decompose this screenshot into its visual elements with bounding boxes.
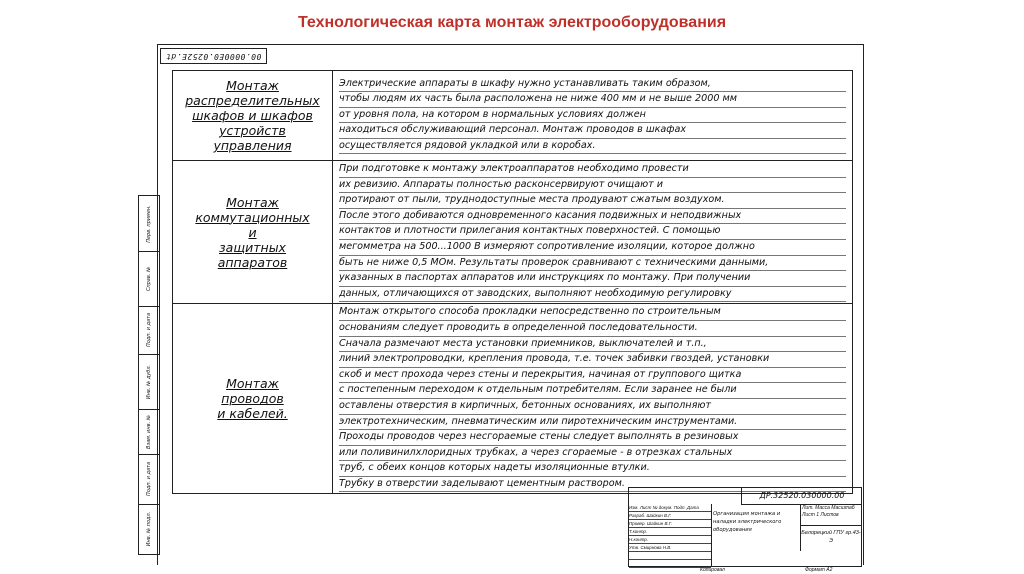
text-line: указанных в паспортах аппаратов или инструкциях по монтажу. При получении <box>339 271 846 287</box>
row-caption <box>173 304 333 494</box>
caption-line: Монтаж <box>226 194 279 210</box>
stamp-signature-grid <box>629 504 712 566</box>
stamp-grid-row <box>629 552 711 560</box>
side-cell <box>139 454 159 505</box>
text-line: После этого добиваются одновременного касания подвижных и неподвижных <box>339 209 846 225</box>
stamp-grid-row: Изм. Лист № докум. Подп. Дата <box>629 504 711 512</box>
row-caption <box>173 71 333 161</box>
format-label: Формат А2 <box>805 567 833 573</box>
text-line: их ревизию. Аппараты полностью расконсервируют очищают и <box>339 178 846 194</box>
stamp-document-name: Организация монтажа и наладки электрического оборудования <box>711 504 801 551</box>
stamp-letter-mass-scale <box>801 504 861 526</box>
caption-line: устройств <box>219 123 286 138</box>
text-line: Сначала размечают места установки приемников, выключателей и т.п., <box>339 337 846 353</box>
text-line: чтобы людям их часть была расположена не ниже 400 мм и не выше 2000 мм <box>339 92 846 108</box>
caption-line: коммутационных <box>195 209 310 225</box>
side-label: Инв. № дубл. <box>146 364 152 399</box>
text-line: данных, отличающихся от заводских, выполняют необходимую регулировку <box>339 287 846 303</box>
text-line: быть не ниже 0,5 МОм. Результаты проверок сравнивают с техническими данными, <box>339 256 846 272</box>
stamp-document-code: ДР.32520.030000.00 <box>741 488 862 505</box>
caption-line: распределительных <box>185 93 320 108</box>
text-line: осуществляется рядовой укладкой или в коробах. <box>339 139 846 155</box>
stamp-sheet-label: Лист 1 Листов <box>802 512 839 518</box>
stamp-grid-row <box>629 560 711 568</box>
side-label: Инв. № подл. <box>146 511 152 546</box>
caption-line: управления <box>213 138 292 153</box>
stamp-grid-row: Разраб. Шайкин В.Г. <box>629 512 711 520</box>
text-line: При подготовке к монтажу электроаппаратов необходимо провести <box>339 162 846 178</box>
title-block-stamp <box>628 487 862 567</box>
row-caption <box>173 161 333 304</box>
stamp-organization: Белорецкий ГПУ гр.43-Э <box>801 530 861 544</box>
side-label: Взам. инв. № <box>146 414 152 449</box>
text-line: линий электропроводки, крепления провода, т.е. точек забивки гвоздей, установки <box>339 352 846 368</box>
text-line: с постепенным переходом к отдельным потребителям. Если заранее не были <box>339 383 846 399</box>
text-line: контактов и плотности прилегания контактных поверхностей. С помощью <box>339 224 846 240</box>
document-code-box: 00.0000Е0.0252Е.dt <box>160 48 267 64</box>
table-row <box>173 304 853 494</box>
text-line: Трубку в отверстии заделывают цементным раствором. <box>339 477 846 493</box>
caption-line: Монтаж <box>226 78 279 93</box>
text-line: протирают от пыли, труднодоступные места продувают сжатым воздухом. <box>339 193 846 209</box>
side-cell <box>139 251 159 307</box>
side-cell <box>139 196 159 252</box>
row-description <box>333 71 853 161</box>
text-line: находиться обслуживающий персонал. Монтаж проводов в шкафах <box>339 123 846 139</box>
table-row <box>173 71 853 161</box>
caption-line: проводов <box>221 391 284 407</box>
table-row <box>173 161 853 304</box>
text-line: Проходы проводов через несгораемые стены следует выполнять в резиновых <box>339 430 846 446</box>
caption-line: и <box>248 224 257 240</box>
slide-title: Технологическая карта монтаж электрооборудования <box>297 14 727 31</box>
stamp-grid-row: Провер. Шайкин В.Г. <box>629 520 711 528</box>
text-line: мегомметра на 500...1000 В измеряют сопротивление изоляции, которое должно <box>339 240 846 256</box>
copied-label: Копировал <box>700 567 725 573</box>
caption-line: аппаратов <box>217 254 288 270</box>
side-label: Подп. и дата <box>146 461 152 497</box>
side-label: Справ. № <box>146 266 152 291</box>
text-line: труб, с обеих концов которых надеты изоляционные втулки. <box>339 461 846 477</box>
stamp-grid-row: Утв. Смирнова Н.В. <box>629 544 711 552</box>
side-label: Перв. примен. <box>146 204 152 243</box>
side-label: Подп. и дата <box>146 312 152 348</box>
stamp-lit-label: Лит. Масса Масштаб <box>802 505 855 511</box>
text-line: Монтаж открытого способа прокладки непосредственно по строительным <box>339 305 846 321</box>
side-stamp-strip <box>138 195 160 555</box>
row-description <box>333 161 853 304</box>
text-line: электротехническим, пневматическим или пиротехническим инструментами. <box>339 415 846 431</box>
text-line: оставлены отверстия в кирпичных, бетонных основаниях, их выполняют <box>339 399 846 415</box>
text-line: скоб и мест прохода через стены и перекрытия, начиная от группового щитка <box>339 368 846 384</box>
caption-line: шкафов и шкафов <box>192 108 313 123</box>
text-line: от уровня пола, на котором в нормальных условиях должен <box>339 108 846 124</box>
stamp-grid-row: Н.контр. <box>629 536 711 544</box>
side-cell <box>139 504 159 553</box>
caption-line: и кабелей. <box>217 406 288 422</box>
caption-line: Монтаж <box>226 376 279 392</box>
caption-line: защитных <box>219 239 286 255</box>
side-cell <box>139 306 159 355</box>
technological-map-table <box>172 70 853 494</box>
row-description <box>333 304 853 494</box>
stamp-grid-row: Т.контр. <box>629 528 711 536</box>
text-line: Электрические аппараты в шкафу нужно устанавливать таким образом, <box>339 77 846 93</box>
text-line: основаниям следует проводить в определенной последовательности. <box>339 321 846 337</box>
text-line: или поливинилхлоридных трубках, а через сгораемые - в отрезках стальных <box>339 446 846 462</box>
